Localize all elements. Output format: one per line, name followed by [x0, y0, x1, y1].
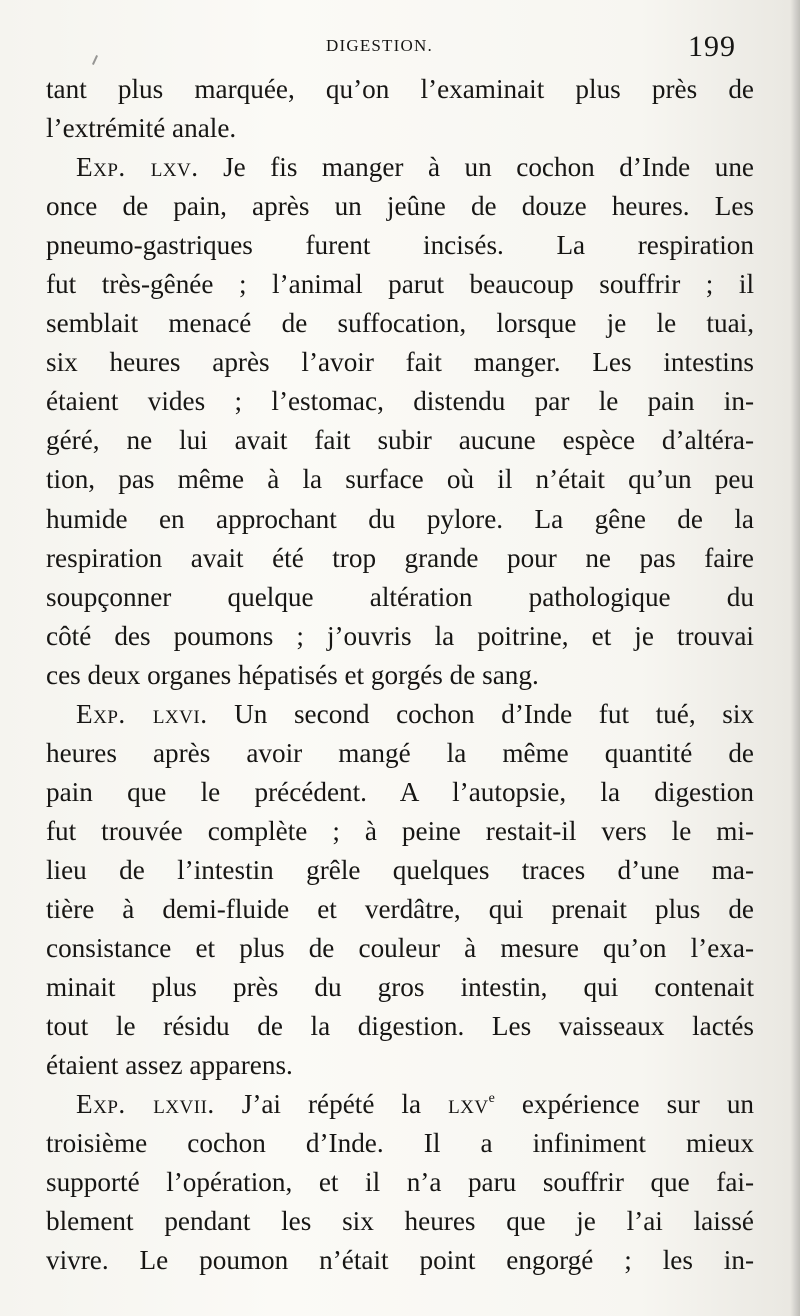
body-text: [46, 70, 754, 1280]
text-line: étaient vides ; l’estomac, distendu par le pain in-: [46, 386, 754, 417]
text-line: semblait menacé de suffocation, lorsque je le tuai,: [46, 308, 754, 339]
page-edge-shadow: [790, 0, 800, 1316]
text-line: supporté l’opération, et il n’a paru souffrir que fai-: [46, 1167, 754, 1198]
text-line: tion, pas même à la surface où il n’était qu’un peu: [46, 464, 754, 495]
text-line: vivre. Le poumon n’était point engorgé ; les in-: [46, 1245, 754, 1276]
text-line: l’extrémité anale.: [46, 113, 237, 144]
text-line: ces deux organes hépatisés et gorgés de sang.: [46, 659, 539, 690]
text-line: lieu de l’intestin grêle quelques traces d’une ma-: [46, 854, 754, 885]
text-line: heures après avoir mangé la même quantité de: [46, 737, 754, 768]
page-number: 199: [688, 30, 736, 63]
text-line: géré, ne lui avait fait subir aucune espèce d’altéra-: [46, 425, 754, 456]
text-line: respiration avait été trop grande pour ne pas faire: [46, 542, 754, 573]
text-line: soupçonner quelque altération pathologique du: [46, 581, 754, 612]
paragraph-first-line: [46, 148, 754, 187]
text-line: consistance et plus de couleur à mesure qu’on l’exa-: [46, 933, 754, 964]
text-line: once de pain, après un jeûne de douze heures. Les: [46, 191, 754, 222]
text-line: blement pendant les six heures que je l’ai laissé: [46, 1206, 754, 1237]
text-fragment: J’ai répété la: [241, 1089, 422, 1120]
experiment-label: Exp. lxvi.: [76, 698, 208, 729]
text-line: six heures après l’avoir fait manger. Les intestins: [46, 347, 754, 378]
text-line: tant plus marquée, qu’on l’examinait plus près de: [46, 74, 754, 104]
text-line: pneumo-gastriques furent incisés. La respiration: [46, 230, 754, 261]
running-head: DIGESTION.: [326, 36, 433, 55]
text-line: fut trouvée complète ; à peine restait-il vers le mi-: [46, 815, 754, 846]
roman-numeral: lxv: [448, 1089, 489, 1120]
superscript: e: [488, 1091, 495, 1107]
page-header: [0, 30, 800, 74]
text-line: pain que le précédent. A l’autopsie, la digestion: [46, 776, 754, 807]
text-fragment: expérience sur un: [521, 1089, 755, 1120]
paragraph-first-line: [46, 1085, 754, 1124]
text-line: tière à demi-fluide et verdâtre, qui prenait plus de: [46, 893, 754, 924]
text-line: humide en approchant du pylore. La gêne de la: [46, 503, 754, 534]
text-line: côté des poumons ; j’ouvris la poitrine, et je trouvai: [46, 620, 754, 651]
text-line: tout le résidu de la digestion. Les vaisseaux lactés: [46, 1011, 754, 1042]
text-line: étaient assez apparens.: [46, 1050, 293, 1081]
paragraph-first-line: [46, 695, 754, 734]
text-fragment: Je fis manger à un cochon d’Inde une: [223, 152, 754, 183]
experiment-label: Exp. lxvii.: [76, 1089, 215, 1120]
text-fragment: Un second cochon d’Inde fut tué, six: [234, 698, 754, 729]
text-line: fut très-gênée ; l’animal parut beaucoup souffrir ; il: [46, 269, 754, 300]
experiment-label: Exp. lxv.: [76, 152, 199, 183]
text-line: minait plus près du gros intestin, qui contenait: [46, 972, 754, 1003]
text-line: troisième cochon d’Inde. Il a infiniment mieux: [46, 1128, 754, 1159]
